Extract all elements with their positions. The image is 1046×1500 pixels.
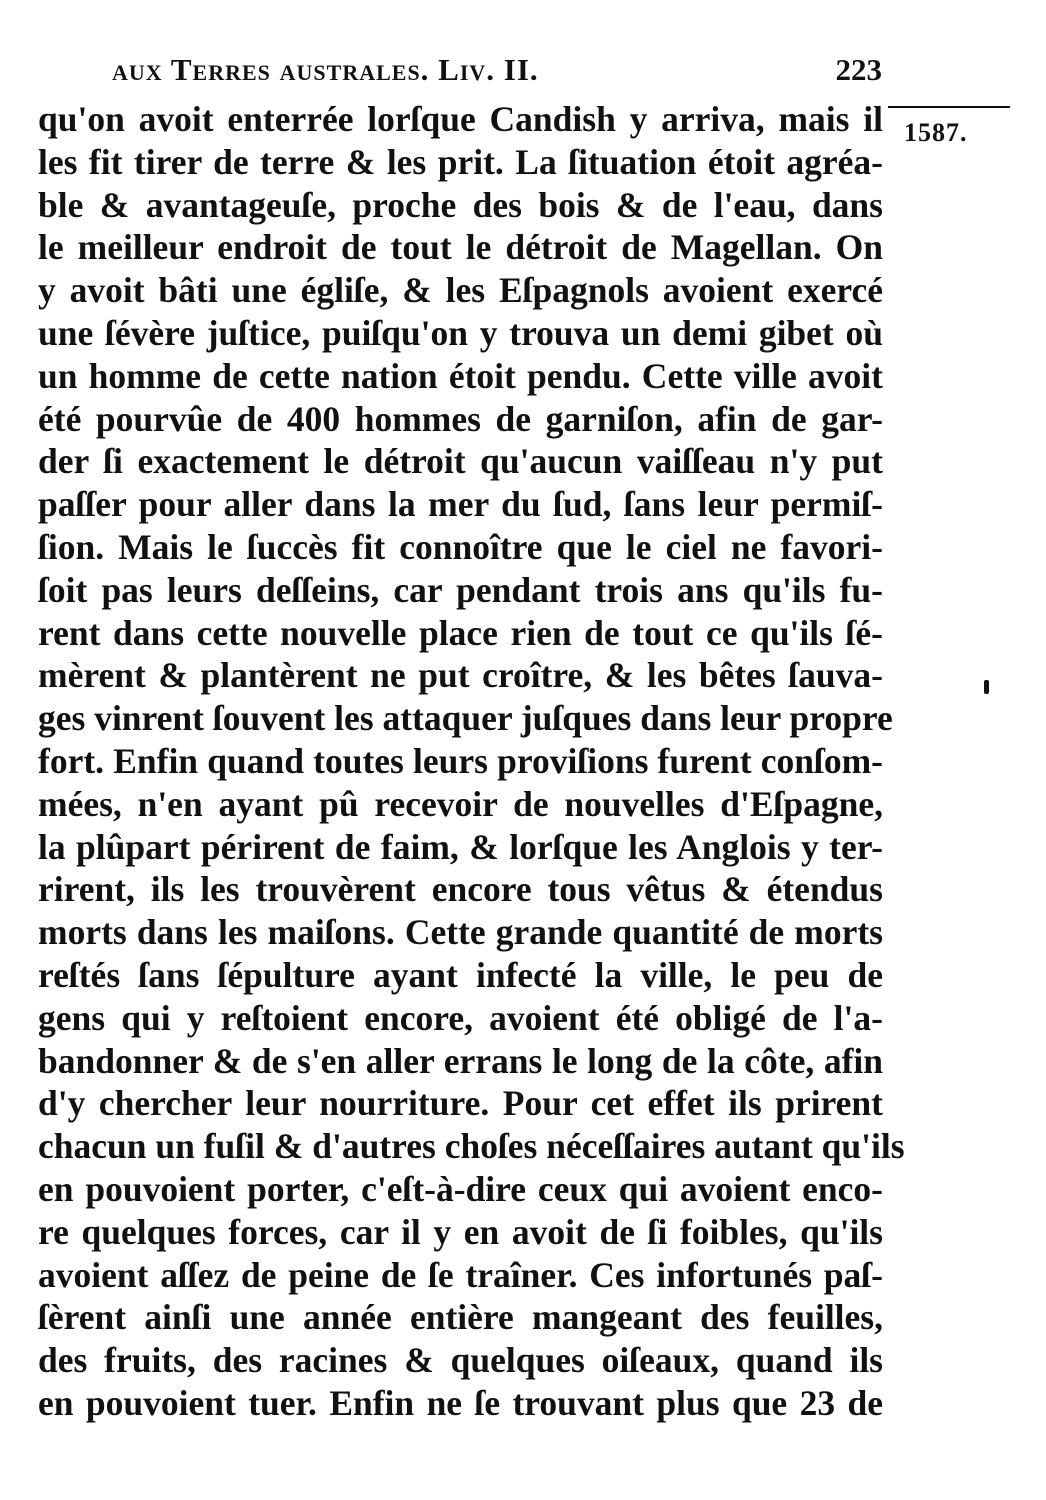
- header-rule: [888, 106, 1010, 108]
- text-line: y avoit bâti une égliſe, & les Eſpagnols avoient exercé: [38, 270, 883, 311]
- page-number: 223: [835, 52, 882, 87]
- text-line: mées, n'en ayant pû recevoir de nouvelles d'Eſpagne,: [38, 783, 883, 824]
- text-line: rent dans cette nouvelle place rien de tout ce qu'ils ſé-: [38, 612, 883, 653]
- text-line: des fruits, des racines & quelques oiſeaux, quand ils: [38, 1340, 883, 1381]
- text-line: ble & avantageuſe, proche des bois & de l'eau, dans: [38, 184, 883, 225]
- text-line: rirent, ils les trouvèrent encore tous vêtus & étendus: [38, 869, 883, 910]
- text-line: ſoit pas leurs deſſeins, car pendant trois ans qu'ils fu-: [38, 569, 883, 610]
- text-line: mèrent & plantèrent ne put croître, & les bêtes ſauva-: [38, 655, 883, 696]
- text-line: ſèrent ainſi une année entière mangeant des feuilles,: [38, 1297, 883, 1338]
- text-line: d'y chercher leur nourriture. Pour cet effet ils prirent: [38, 1083, 883, 1124]
- text-line: reſtés ſans ſépulture ayant infecté la ville, le peu de: [38, 954, 883, 995]
- body-text: [38, 98, 905, 1425]
- margin-mark: [984, 680, 989, 694]
- text-line: der ſi exactement le détroit qu'aucun vaiſſeau n'y put: [38, 441, 883, 482]
- text-line: ges vinrent ſouvent les attaquer juſques dans leur propre: [38, 698, 893, 739]
- running-title: aux Terres australes. Liv. II.: [112, 52, 539, 87]
- text-line: paſſer pour aller dans la mer du ſud, ſans leur permiſ-: [38, 484, 883, 525]
- text-line: qu'on avoit enterrée lorſque Candish y arriva, mais il: [38, 99, 883, 139]
- text-line: fort. Enfin quand toutes leurs proviſions furent conſom-: [38, 740, 883, 781]
- text-line: les fit tirer de terre & les prit. La ſituation étoit agréa-: [38, 141, 883, 182]
- text-line: en pouvoient tuer. Enfin ne ſe trouvant plus que 23 de: [38, 1382, 883, 1423]
- text-line: été pourvûe de 400 hommes de garniſon, afin de gar-: [38, 398, 883, 439]
- text-line: le meilleur endroit de tout le détroit de Magellan. On: [38, 227, 883, 268]
- text-line: la plûpart périrent de faim, & lorſque les Anglois y ter-: [38, 826, 883, 867]
- text-line: avoient aſſez de peine de ſe traîner. Ces infortunés paſ-: [38, 1254, 883, 1295]
- page-header: [112, 52, 882, 88]
- text-line: chacun un fuſil & d'autres choſes néceſſaires autant qu'ils: [38, 1126, 905, 1167]
- text-line: gens qui y reſtoient encore, avoient été obligé de l'a-: [38, 997, 883, 1038]
- text-line: bandonner & de s'en aller errans le long de la côte, afin: [38, 1040, 883, 1081]
- text-line: une ſévère juſtice, puiſqu'on y trouva un demi gibet où: [38, 312, 883, 353]
- text-line: ſion. Mais le ſuccès fit connoître que le ciel ne favori-: [38, 526, 883, 567]
- text-line: morts dans les maiſons. Cette grande quantité de morts: [38, 912, 883, 953]
- text-line: re quelques forces, car il y en avoit de ſi foibles, qu'ils: [38, 1211, 883, 1252]
- text-line: en pouvoient porter, c'eſt-à-dire ceux qui avoient enco-: [38, 1168, 883, 1209]
- text-line: un homme de cette nation étoit pendu. Cette ville avoit: [38, 355, 883, 396]
- margin-year-note: 1587.: [904, 118, 968, 147]
